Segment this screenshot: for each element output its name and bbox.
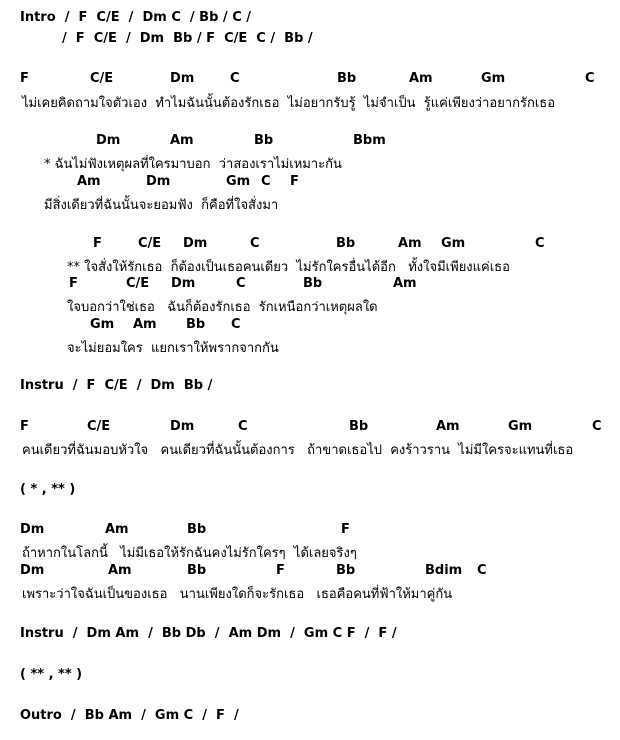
chord: C: [535, 236, 545, 251]
chord: Dm: [170, 419, 195, 434]
chord: Gm: [90, 317, 115, 332]
chord: Am: [108, 563, 132, 578]
chord: F: [341, 522, 350, 537]
chord: Am: [398, 236, 422, 251]
chord: Am: [105, 522, 129, 537]
chord: C: [585, 71, 595, 86]
bridge-line-2-lyric: เพราะว่าใจฉันเป็นของเธอ นานเพียงใดก็จะรักเธอ เธอคือคนที่ฟ้าให้มาคู่กัน: [22, 587, 453, 602]
intro-line-1: Intro / F C/E / Dm C / Bb / C /: [20, 10, 252, 25]
instrumental-2: Instru / Dm Am / Bb Db / Am Dm / Gm C F / F /: [20, 626, 397, 641]
chord: C: [477, 563, 487, 578]
pre-chorus-line-1-lyric: * ฉันไม่ฟังเหตุผลที่ใครมาบอก ว่าสองเราไม่เหมาะกัน: [44, 157, 342, 172]
chord: Am: [170, 133, 194, 148]
chord: C: [250, 236, 260, 251]
pre-chorus-line-2-lyric: มีสิ่งเดียวที่ฉันนั้นจะยอมฟัง ก็คือที่ใจสั่งมา: [44, 198, 279, 213]
chord: Bb: [187, 522, 207, 537]
chord: Bbm: [353, 133, 386, 148]
chord: Bb: [337, 71, 357, 86]
chord: Dm: [146, 174, 171, 189]
chord: Bb: [336, 563, 356, 578]
verse-1-lyric: ไม่เคยคิดถามใจตัวเอง ทำไมฉันนั้นต้องรักเธอ ไม่อยากรับรู้ ไม่จำเป็น รู้แค่เพียงว่าอยากรักเธอ: [22, 96, 556, 111]
outro: Outro / Bb Am / Gm C / F /: [20, 708, 239, 723]
instrumental-1: Instru / F C/E / Dm Bb /: [20, 378, 213, 393]
intro-line-2: / F C/E / Dm Bb / F C/E C / Bb /: [62, 31, 313, 46]
chord: Dm: [20, 522, 45, 537]
chord: C/E: [87, 419, 111, 434]
chord: Bb: [303, 276, 323, 291]
chord: F: [20, 71, 29, 86]
chord: C: [238, 419, 248, 434]
chord: Dm: [171, 276, 196, 291]
bridge-line-1-lyric: ถ้าหากในโลกนี้ ไม่มีเธอให้รักฉันคงไม่รักใครๆ ได้เลยจริงๆ: [22, 546, 357, 561]
chord: Bb: [254, 133, 274, 148]
chord: Gm: [441, 236, 466, 251]
chord: C/E: [90, 71, 114, 86]
chord: Bb: [349, 419, 369, 434]
chord: Bb: [187, 563, 207, 578]
chord: Dm: [170, 71, 195, 86]
chord: Gm: [508, 419, 533, 434]
chord: Gm: [226, 174, 251, 189]
chord: Am: [393, 276, 417, 291]
chord: Am: [133, 317, 157, 332]
chord: Am: [77, 174, 101, 189]
chord: C: [236, 276, 246, 291]
chord: C/E: [138, 236, 162, 251]
repeat-marker-2: ( ** , ** ): [20, 667, 83, 682]
chord: F: [290, 174, 299, 189]
chorus-line-3-lyric: จะไม่ยอมใคร แยกเราให้พรากจากกัน: [67, 341, 279, 356]
chorus-line-2-lyric: ใจบอกว่าใช่เธอ ฉันก็ต้องรักเธอ รักเหนือกว่าเหตุผลใด: [67, 300, 378, 315]
chord: C: [592, 419, 602, 434]
chord: Bb: [186, 317, 206, 332]
chord: Am: [409, 71, 433, 86]
chord: C: [230, 71, 240, 86]
chord: C: [231, 317, 241, 332]
chord: C: [261, 174, 271, 189]
chorus-line-1-lyric: ** ใจสั่งให้รักเธอ ก็ต้องเป็นเธอคนเดียว ไม่รักใครอื่นได้อีก ทั้งใจมีเพียงแค่เธอ: [67, 260, 510, 275]
chord: Bb: [336, 236, 356, 251]
chord: F: [20, 419, 29, 434]
chord: Am: [436, 419, 460, 434]
chord: Dm: [20, 563, 45, 578]
chord: F: [93, 236, 102, 251]
chord: Gm: [481, 71, 506, 86]
verse-2-lyric: คนเดียวที่ฉันมอบหัวใจ คนเดียวที่ฉันนั้นต้องการ ถ้าขาดเธอไป คงร้าวราน ไม่มีใครจะแทนที่เธอ: [22, 443, 574, 458]
chord: Bdim: [425, 563, 463, 578]
chord: F: [276, 563, 285, 578]
chord: F: [69, 276, 78, 291]
repeat-marker-1: ( * , ** ): [20, 482, 76, 497]
chord: Dm: [96, 133, 121, 148]
chord: Dm: [183, 236, 208, 251]
chord: C/E: [126, 276, 150, 291]
